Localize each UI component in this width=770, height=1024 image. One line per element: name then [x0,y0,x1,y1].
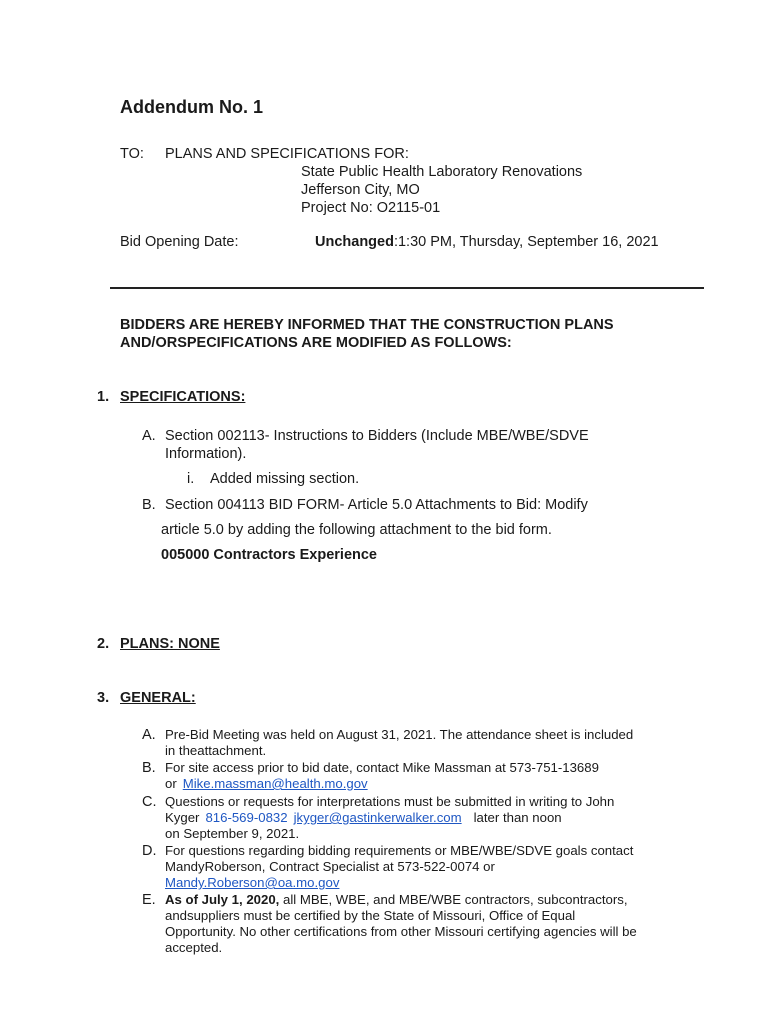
general-c-prefix: Kyger [165,810,200,825]
bid-status: Unchanged [315,234,394,250]
addendum-title: Addendum No. 1 [120,97,263,117]
general-e-line-2: andsuppliers must be certified by the State of Missouri, Office of Equal [165,908,576,923]
general-e-line-4: accepted. [165,940,223,955]
section-3-number: 3. [97,690,110,706]
general-e-line-1-rest: all MBE, WBE, and MBE/WBE contractors, subcontractors, [283,892,628,907]
general-c-line-3: on September 9, 2021. [165,826,300,841]
notice-line-2: AND/ORSPECIFICATIONS ARE MODIFIED AS FOLLOWS: [120,335,512,351]
general-a-line-2: in theattachment. [165,743,267,758]
general-b-line-2 [165,776,368,792]
general-c-line-2 [165,810,562,826]
specs-a-sub-text: Added missing section. [210,471,360,487]
mandy-roberson-email[interactable]: Mandy.Roberson@oa.mo.gov [165,875,340,890]
general-c-suffix: later than noon [473,810,562,825]
general-d-line-1: For questions regarding bidding requirements or MBE/WBE/SDVE goals contact [165,843,634,858]
general-c-line-1: Questions or requests for interpretations must be submitted in writing to John [165,794,615,809]
mandy-roberson-email-link[interactable] [165,875,339,891]
section-2-number: 2. [97,636,110,652]
section-2-heading: PLANS: NONE [120,636,220,652]
specs-a-line-1: Section 002113- Instructions to Bidders (Include MBE/WBE/SDVE [165,428,589,444]
horizontal-divider [110,287,704,289]
general-b-line-1: For site access prior to bid date, contact Mike Massman at 573-751-13689 [165,760,599,775]
general-b-letter: B. [142,760,156,776]
bid-opening-value [315,234,659,250]
general-e-line-3: Opportunity. No other certifications from other Missouri certifying agencies will be [165,924,637,939]
general-b-prefix: or [165,776,177,791]
notice-line-1: BIDDERS ARE HEREBY INFORMED THAT THE CONSTRUCTION PLANS [120,317,614,333]
general-c-letter: C. [142,794,157,810]
john-kyger-phone[interactable]: 816-569-0832 [205,810,288,825]
general-d-line-2: MandyRoberson, Contract Specialist at 573-522-0074 or [165,859,495,874]
to-value: PLANS AND SPECIFICATIONS FOR: [165,146,409,162]
specs-a-sub-number: i. [187,471,195,487]
section-1-heading: SPECIFICATIONS: [120,389,246,405]
specs-a-line-2: Information). [165,446,247,462]
specs-b-line-1: Section 004113 BID FORM- Article 5.0 Attachments to Bid: Modify [165,497,588,513]
specs-b-letter: B. [142,497,156,513]
specs-b-line-2: article 5.0 by adding the following attachment to the bid form. [161,522,552,538]
general-e-letter: E. [142,892,156,908]
general-d-letter: D. [142,843,157,859]
project-name: State Public Health Laboratory Renovations [301,164,583,180]
general-e-bold: As of July 1, 2020, [165,892,280,907]
section-3-heading: GENERAL: [120,690,196,706]
bid-datetime: :1:30 PM, Thursday, September 16, 2021 [393,234,659,250]
mike-massman-email-link[interactable]: Mike.massman@health.mo.gov [182,776,368,791]
john-kyger-email-link[interactable]: jkyger@gastinkerwalker.com [293,810,462,825]
project-location: Jefferson City, MO [301,182,420,198]
section-1-number: 1. [97,389,110,405]
specs-a-letter: A. [142,428,156,444]
general-a-line-1: Pre-Bid Meeting was held on August 31, 2021. The attendance sheet is included [165,727,634,742]
project-number: Project No: O2115-01 [301,200,441,216]
specs-b-line-3: 005000 Contractors Experience [161,547,377,563]
bid-opening-label: Bid Opening Date: [120,234,239,250]
to-label: TO: [120,146,144,162]
general-e-line-1 [165,892,627,908]
general-a-letter: A. [142,727,156,743]
